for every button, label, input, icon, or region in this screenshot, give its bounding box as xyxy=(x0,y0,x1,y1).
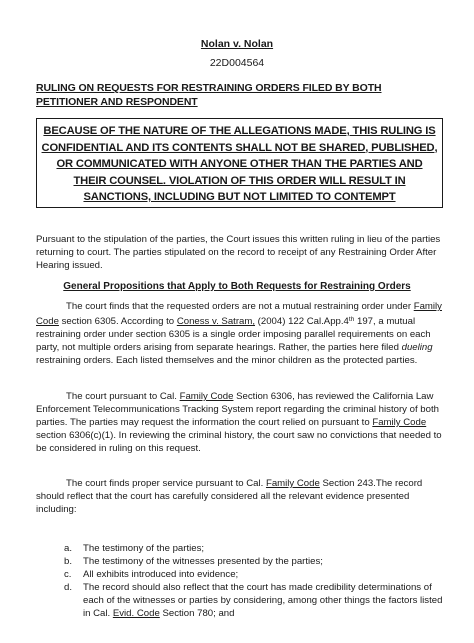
list-item xyxy=(64,542,448,555)
mutual-order-paragraph xyxy=(36,300,444,367)
confidentiality-warning-text: BECAUSE OF THE NATURE OF THE ALLEGATIONS MADE, THIS RULING IS CONFIDENTIAL AND ITS CONTENTS SHALL NOT BE SHARED, PUBLISHED, OR COMMUNICATED WITH ANYONE OTHER THAN THE PARTIES AND THEIR COUNSEL. VIOLATION OF THIS ORDER WILL RESULT IN SANCTIONS, INCLUDING BUT NOT LIMITED TO CONTEMPT xyxy=(41,125,438,203)
case-number: 22D004564 xyxy=(209,57,265,69)
section-heading: General Propositions that Apply to Both Requests for Restraining Orders xyxy=(63,281,411,292)
list-marker: b. xyxy=(64,556,73,567)
list-marker: d. xyxy=(64,582,73,593)
text-run: section 6305. According to xyxy=(58,316,177,327)
confidentiality-warning-box xyxy=(36,118,443,208)
superscript: th xyxy=(348,316,355,323)
family-code-citation: Family Code xyxy=(372,417,427,428)
text-run: (2004) 122 Cal.App.4 xyxy=(255,316,349,327)
text-run: section 6306(c)(1). In reviewing the criminal history, the court saw no convictions that needed to be considered in ruling on this request. xyxy=(36,430,442,454)
case-title: Nolan v. Nolan xyxy=(200,38,274,50)
text-run: 197, a mutual restraining order under section 6305 is a single order imposing parallel requirements on each party, not multiple orders arising from separate hearings. Rather, the parties here filed xyxy=(36,316,431,353)
family-code-citation: Family Code xyxy=(36,301,442,327)
emphasized-word: dueling xyxy=(401,342,433,353)
list-item xyxy=(64,568,448,581)
list-item-text: The testimony of the witnesses presented by the parties; xyxy=(83,556,323,567)
intro-paragraph: Pursuant to the stipulation of the parties, the Court issues this written ruling in lieu of the parties returning to court. The parties stipulated on the record to receipt of any Restraining Order After Hearing issued. xyxy=(36,234,441,271)
evidence-code-citation: Evid. Code xyxy=(112,608,160,619)
service-paragraph xyxy=(36,477,444,516)
text-run: The court finds proper service pursuant to Cal. xyxy=(66,478,266,489)
list-marker: c. xyxy=(64,569,72,580)
family-code-citation: Family Code xyxy=(179,391,234,402)
list-item-text: All exhibits introduced into evidence; xyxy=(83,569,239,580)
case-citation: Coness v. Satram, xyxy=(176,316,256,327)
family-code-citation: Family Code xyxy=(265,478,320,489)
list-marker: a. xyxy=(64,543,73,554)
list-item-text: Section 780; and xyxy=(159,608,235,619)
list-item xyxy=(64,555,448,568)
text-run: The court finds that the requested orders are not a mutual restraining order under xyxy=(66,301,414,312)
text-run: Section 6306, has reviewed the California Law Enforcement Telecommunications Tracking System report regarding the criminal history of both parties. The parties may request the information the court relied on pursuant to xyxy=(36,391,439,428)
list-item-text: The testimony of the parties; xyxy=(83,543,205,554)
clets-paragraph xyxy=(36,390,444,455)
list-item-text: The record should also reflect that the court has made credibility determinations of each of the witnesses or parties by considering, among other things the factors listed in Cal. xyxy=(83,582,443,619)
text-run: restraining orders. Each listed themselves and the minor children as the protected parties. xyxy=(36,355,418,366)
text-run: Section 243.The record should reflect that the court has carefully considered all the relevant evidence presented including: xyxy=(36,478,423,515)
text-run: The court pursuant to Cal. xyxy=(66,391,180,402)
evidence-list xyxy=(64,542,448,620)
ruling-heading: RULING ON REQUESTS FOR RESTRAINING ORDERS FILED BY BOTH PETITIONER AND RESPONDENT xyxy=(36,82,382,108)
list-item xyxy=(64,581,448,620)
